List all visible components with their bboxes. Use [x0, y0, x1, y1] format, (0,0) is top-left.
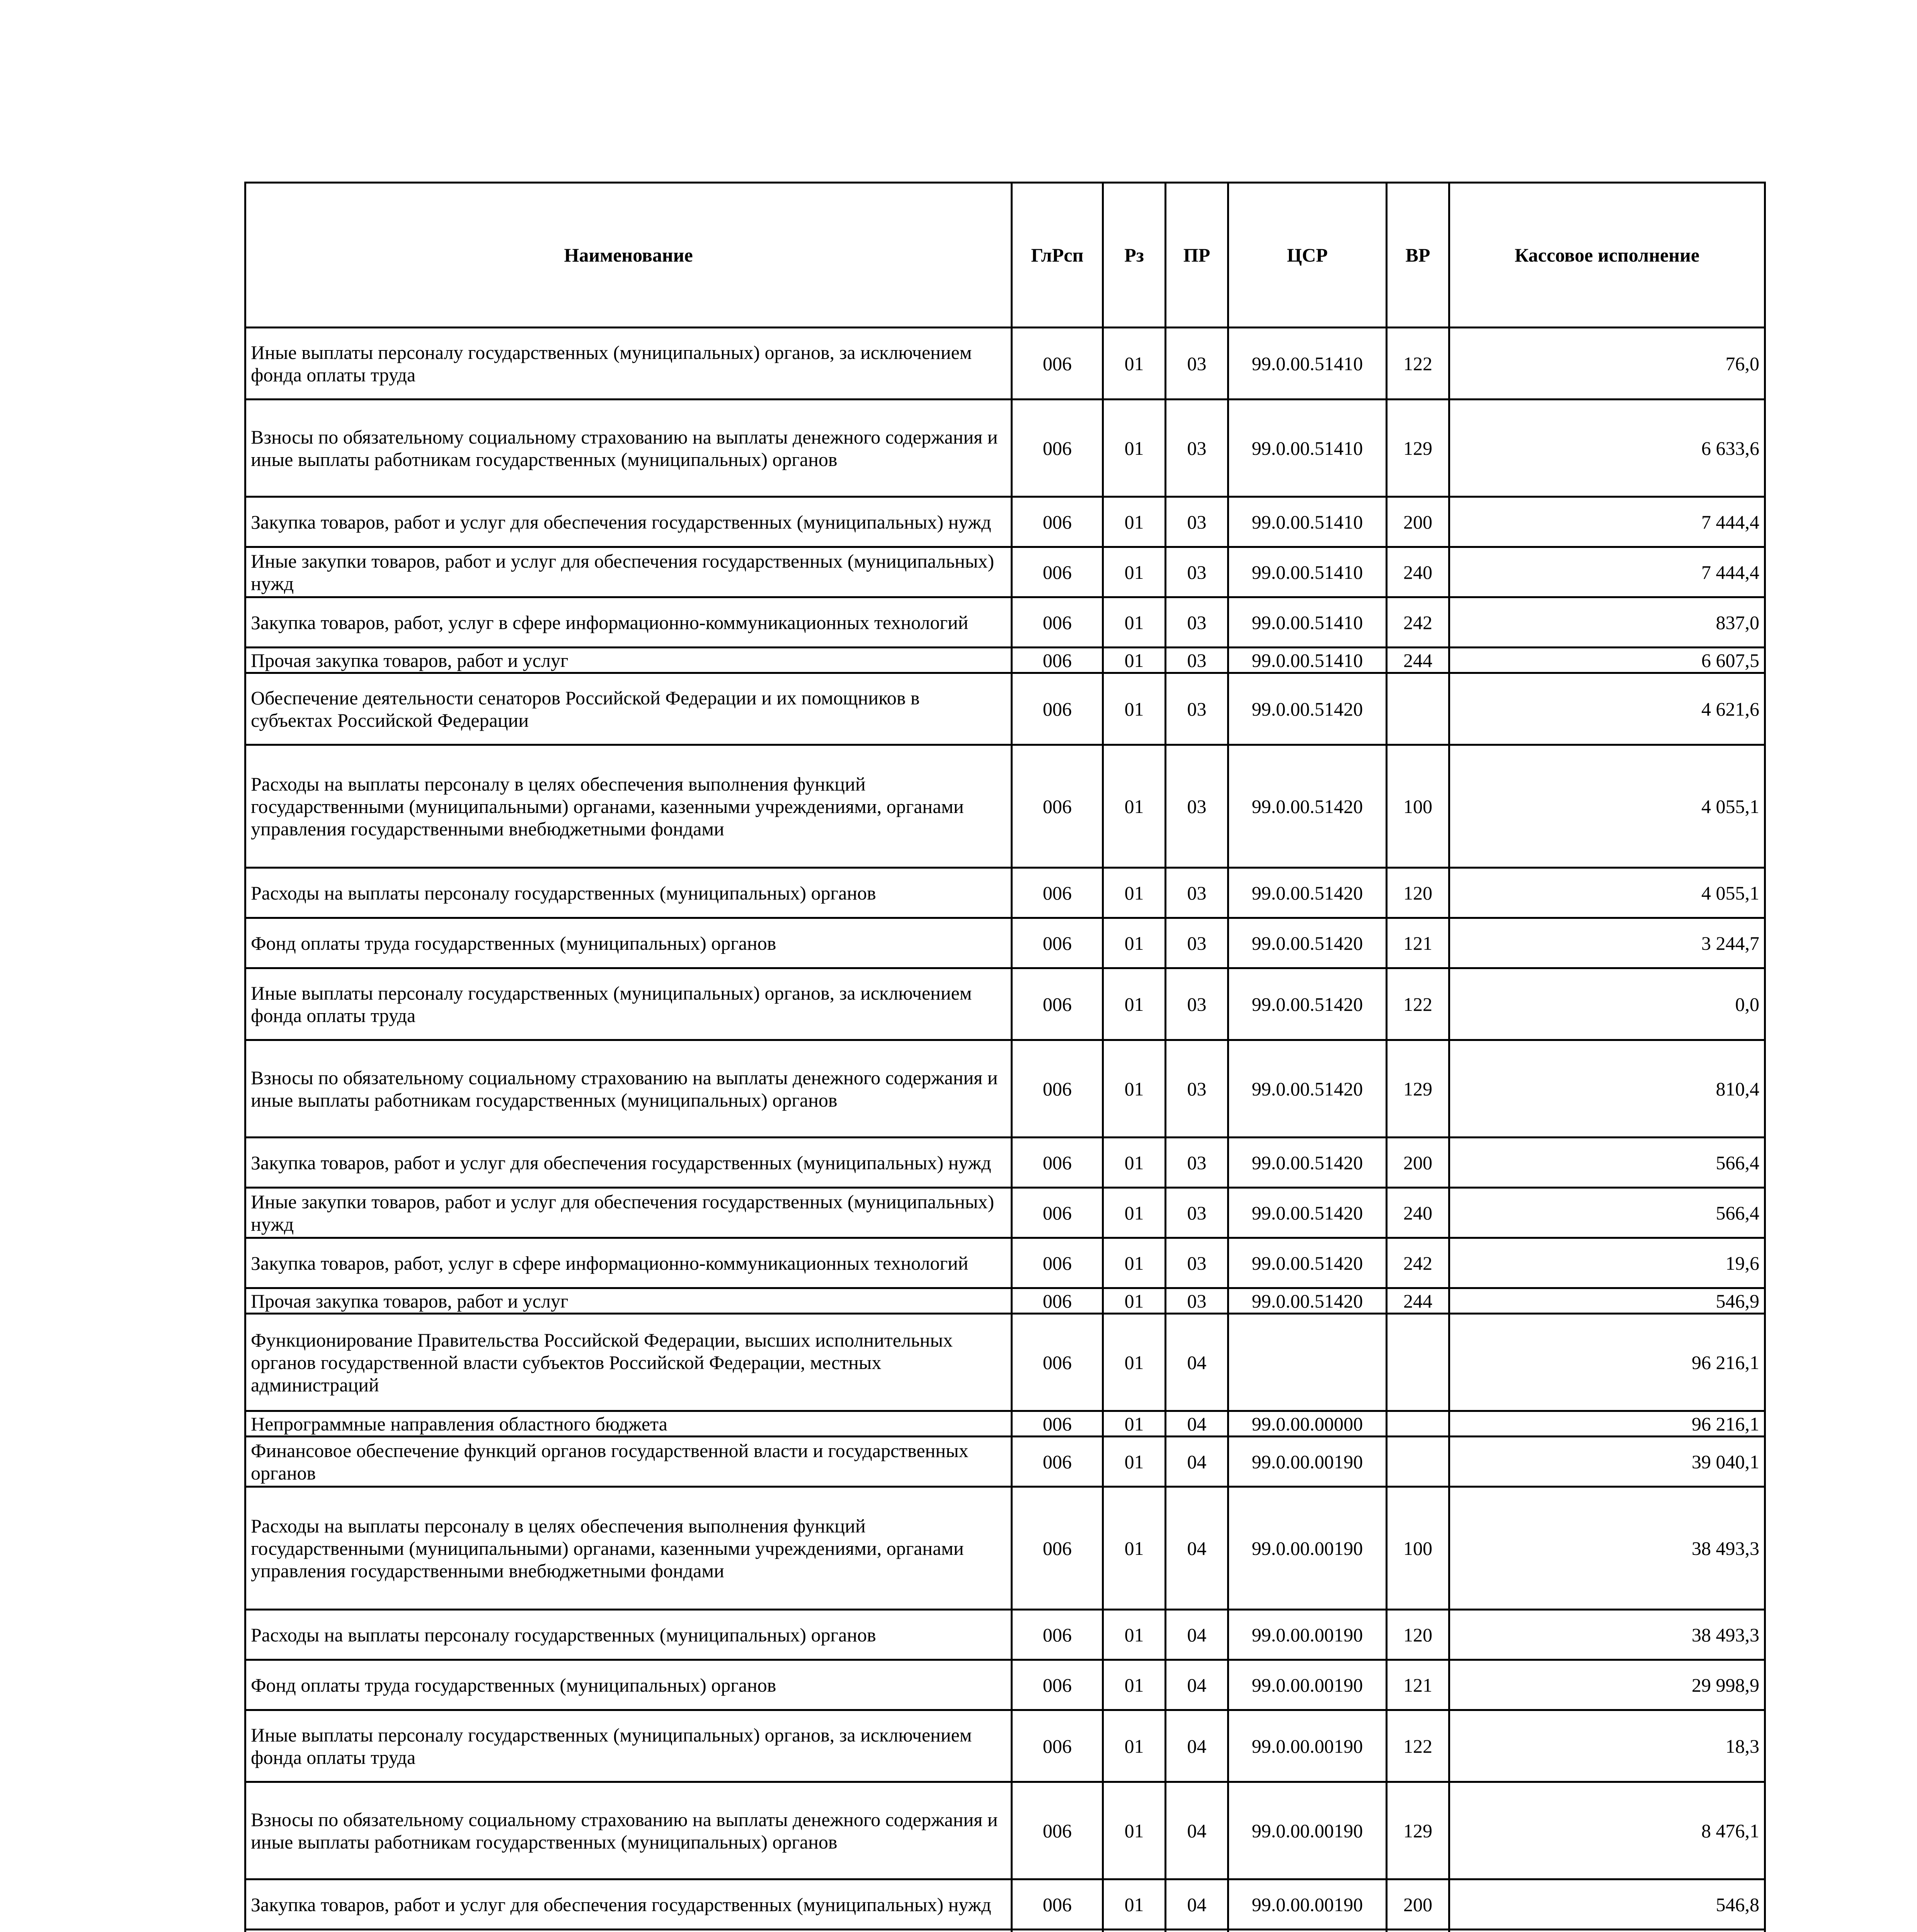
cell-glrsp: 006	[1012, 1288, 1103, 1314]
cell-pr: 03	[1166, 1138, 1228, 1188]
cell-name: Иные закупки товаров, работ и услуг для обеспечения государственных (муниципальных) нужд	[245, 1188, 1012, 1238]
cell-name: Функционирование Правительства Российской Федерации, высших исполнительных органов государственной власти субъектов Российской Федерации, местных администраций	[245, 1314, 1012, 1411]
cell-name: Закупка товаров, работ, услуг в сфере информационно-коммуникационных технологий	[245, 1238, 1012, 1288]
table-row	[245, 1782, 1765, 1879]
table-row	[245, 673, 1765, 745]
cell-pr: 04	[1166, 1411, 1228, 1437]
cell-csr: 99.0.00.00000	[1228, 1411, 1387, 1437]
cell-amount: 18,3	[1449, 1710, 1765, 1782]
cell-rz: 01	[1103, 1660, 1166, 1710]
cell-name: Иные выплаты персоналу государственных (муниципальных) органов, за исключением фонда оплаты труда	[245, 968, 1012, 1040]
cell-amount: 96 216,1	[1449, 1411, 1765, 1437]
cell-amount: 566,4	[1449, 1138, 1765, 1188]
cell-name: Прочая закупка товаров, работ и услуг	[245, 648, 1012, 673]
cell-pr: 04	[1166, 1610, 1228, 1660]
cell-vr: 244	[1387, 648, 1449, 673]
cell-vr: 240	[1387, 547, 1449, 597]
cell-csr: 99.0.00.00190	[1228, 1660, 1387, 1710]
cell-rz	[1103, 1930, 1166, 1932]
cell-rz: 01	[1103, 1188, 1166, 1238]
cell-vr: 100	[1387, 745, 1449, 868]
cell-vr	[1387, 1930, 1449, 1932]
cell-amount: 39 040,1	[1449, 1437, 1765, 1487]
cell-rz: 01	[1103, 745, 1166, 868]
cell-vr	[1387, 1314, 1449, 1411]
cell-vr: 122	[1387, 968, 1449, 1040]
cell-rz: 01	[1103, 547, 1166, 597]
cell-name: Взносы по обязательному социальному страхованию на выплаты денежного содержания и иные выплаты работникам государственных (муниципальных) органов	[245, 400, 1012, 497]
table-row	[245, 497, 1765, 547]
table-row	[245, 1437, 1765, 1487]
cell-rz: 01	[1103, 1238, 1166, 1288]
header-vr: ВР	[1387, 183, 1449, 328]
cell-csr: 99.0.00.51420	[1228, 1138, 1387, 1188]
cell-name: Расходы на выплаты персоналу государственных (муниципальных) органов	[245, 868, 1012, 918]
cell-rz: 01	[1103, 597, 1166, 648]
cell-amount: 3 244,7	[1449, 918, 1765, 968]
cell-pr: 04	[1166, 1660, 1228, 1710]
cell-vr: 200	[1387, 1138, 1449, 1188]
cell-pr: 03	[1166, 673, 1228, 745]
cell-glrsp: 006	[1012, 673, 1103, 745]
table-row	[245, 1660, 1765, 1710]
cell-glrsp: 006	[1012, 1487, 1103, 1610]
cell-csr: 99.0.00.51420	[1228, 673, 1387, 745]
cell-rz: 01	[1103, 1040, 1166, 1138]
cell-csr: 99.0.00.51410	[1228, 648, 1387, 673]
cell-csr: 99.0.00.00190	[1228, 1782, 1387, 1879]
cell-amount: 810,4	[1449, 1040, 1765, 1138]
cell-glrsp: 006	[1012, 1437, 1103, 1487]
cell-amount: 29 998,9	[1449, 1660, 1765, 1710]
cell-amount: 566,4	[1449, 1188, 1765, 1238]
cell-rz: 01	[1103, 968, 1166, 1040]
cell-csr: 99.0.00.51410	[1228, 328, 1387, 400]
cell-pr: 03	[1166, 497, 1228, 547]
cell-amount: 546,9	[1449, 1288, 1765, 1314]
cell-name: Иные выплаты персоналу государственных (муниципальных) органов, за исключением фонда оплаты труда	[245, 1710, 1012, 1782]
cell-rz: 01	[1103, 1782, 1166, 1879]
cell-vr: 122	[1387, 1710, 1449, 1782]
cell-vr: 120	[1387, 868, 1449, 918]
table-row	[245, 1879, 1765, 1930]
table-row	[245, 1188, 1765, 1238]
cell-amount: 7 444,4	[1449, 547, 1765, 597]
cell-amount: 38 493,3	[1449, 1610, 1765, 1660]
cell-vr: 240	[1387, 1188, 1449, 1238]
cell-amount: 38 493,3	[1449, 1487, 1765, 1610]
cell-csr: 99.0.00.51420	[1228, 918, 1387, 968]
cell-csr: 99.0.00.51410	[1228, 497, 1387, 547]
budget-execution-table	[244, 182, 1766, 1932]
cell-amount: 6 607,5	[1449, 648, 1765, 673]
cell-pr: 03	[1166, 1188, 1228, 1238]
cell-csr: 99.0.00.00190	[1228, 1879, 1387, 1930]
table-row	[245, 1040, 1765, 1138]
cell-rz: 01	[1103, 1138, 1166, 1188]
table-row	[245, 1710, 1765, 1782]
cell-rz: 01	[1103, 1610, 1166, 1660]
cell-rz: 01	[1103, 328, 1166, 400]
cell-pr: 03	[1166, 400, 1228, 497]
table-row	[245, 1138, 1765, 1188]
cell-vr: 242	[1387, 1238, 1449, 1288]
cell-glrsp: 006	[1012, 1610, 1103, 1660]
cell-pr	[1166, 1930, 1228, 1932]
cell-name: Взносы по обязательному социальному страхованию на выплаты денежного содержания и иные выплаты работникам государственных (муниципальных) органов	[245, 1040, 1012, 1138]
cell-rz: 01	[1103, 497, 1166, 547]
cell-name: Фонд оплаты труда государственных (муниципальных) органов	[245, 1660, 1012, 1710]
cell-glrsp: 006	[1012, 1238, 1103, 1288]
cell-pr: 03	[1166, 745, 1228, 868]
cell-name: Финансовое обеспечение функций органов государственной власти и государственных органов	[245, 1437, 1012, 1487]
cell-vr: 129	[1387, 400, 1449, 497]
cell-amount: 6 633,6	[1449, 400, 1765, 497]
table-body	[245, 328, 1765, 1932]
header-rz: Рз	[1103, 183, 1166, 328]
cell-name: Иные закупки товаров, работ и услуг для обеспечения государственных (муниципальных) нужд	[245, 547, 1012, 597]
cell-name: Прочая закупка товаров, работ и услуг	[245, 1288, 1012, 1314]
cell-csr: 99.0.00.51410	[1228, 597, 1387, 648]
cell-glrsp: 006	[1012, 648, 1103, 673]
table-row	[245, 547, 1765, 597]
header-glrsp: ГлРсп	[1012, 183, 1103, 328]
cell-amount: 8 476,1	[1449, 1782, 1765, 1879]
cell-glrsp	[1012, 1930, 1103, 1932]
cell-csr: 99.0.00.51420	[1228, 1288, 1387, 1314]
cell-vr	[1387, 673, 1449, 745]
cell-pr: 04	[1166, 1879, 1228, 1930]
cell-name: Расходы на выплаты персоналу в целях обеспечения выполнения функций государственными (муниципальными) органами, казенными учреждениями, органами управления государственными внебюджетными фондами	[245, 1487, 1012, 1610]
cell-rz: 01	[1103, 1487, 1166, 1610]
cell-glrsp: 006	[1012, 1879, 1103, 1930]
cell-pr: 03	[1166, 968, 1228, 1040]
cell-csr: 99.0.00.00190	[1228, 1437, 1387, 1487]
cell-pr: 04	[1166, 1487, 1228, 1610]
table-row	[245, 918, 1765, 968]
cell-glrsp: 006	[1012, 1411, 1103, 1437]
cell-rz: 01	[1103, 673, 1166, 745]
cell-pr: 04	[1166, 1437, 1228, 1487]
cell-name: Фонд оплаты труда государственных (муниципальных) органов	[245, 918, 1012, 968]
cell-amount: 4 055,1	[1449, 868, 1765, 918]
cell-amount: 76,0	[1449, 328, 1765, 400]
cell-glrsp: 006	[1012, 1710, 1103, 1782]
cell-vr: 121	[1387, 918, 1449, 968]
cell-rz: 01	[1103, 1879, 1166, 1930]
cell-pr: 03	[1166, 328, 1228, 400]
cell-amount: 837,0	[1449, 597, 1765, 648]
cell-csr: 99.0.00.00190	[1228, 1610, 1387, 1660]
cell-pr: 03	[1166, 1288, 1228, 1314]
cell-csr: 99.0.00.51420	[1228, 1040, 1387, 1138]
cell-vr: 129	[1387, 1782, 1449, 1879]
table-row	[245, 1314, 1765, 1411]
cell-name: Обеспечение деятельности сенаторов Российской Федерации и их помощников в субъектах Российской Федерации	[245, 673, 1012, 745]
cell-glrsp: 006	[1012, 1138, 1103, 1188]
cell-glrsp: 006	[1012, 328, 1103, 400]
cell-glrsp: 006	[1012, 597, 1103, 648]
cell-pr: 03	[1166, 1238, 1228, 1288]
table-row	[245, 648, 1765, 673]
cell-csr: 99.0.00.51410	[1228, 547, 1387, 597]
cell-amount: 96 216,1	[1449, 1314, 1765, 1411]
cell-glrsp: 006	[1012, 745, 1103, 868]
cell-rz: 01	[1103, 648, 1166, 673]
cell-vr: 100	[1387, 1487, 1449, 1610]
cell-csr: 99.0.00.00190	[1228, 1710, 1387, 1782]
cell-vr: 200	[1387, 497, 1449, 547]
header-pr: ПР	[1166, 183, 1228, 328]
table-row	[245, 400, 1765, 497]
cell-amount: 546,8	[1449, 1879, 1765, 1930]
cell-vr: 129	[1387, 1040, 1449, 1138]
cell-glrsp: 006	[1012, 1782, 1103, 1879]
cell-glrsp: 006	[1012, 918, 1103, 968]
table-row	[245, 1238, 1765, 1288]
cell-glrsp: 006	[1012, 1314, 1103, 1411]
cell-amount: 4 621,6	[1449, 673, 1765, 745]
cell-name: Расходы на выплаты персоналу в целях обеспечения выполнения функций государственными (муниципальными) органами, казенными учреждениями, органами управления государственными внебюджетными фондами	[245, 745, 1012, 868]
cell-csr	[1228, 1314, 1387, 1411]
cell-csr: 99.0.00.51420	[1228, 1188, 1387, 1238]
cell-rz: 01	[1103, 918, 1166, 968]
cell-vr: 244	[1387, 1288, 1449, 1314]
table-header-row	[245, 183, 1765, 328]
cell-pr: 03	[1166, 918, 1228, 968]
cell-csr: 99.0.00.51420	[1228, 745, 1387, 868]
cell-name: Закупка товаров, работ и услуг для обеспечения государственных (муниципальных) нужд	[245, 497, 1012, 547]
cell-glrsp: 006	[1012, 1660, 1103, 1710]
table-row	[245, 328, 1765, 400]
header-amount: Кассовое исполнение	[1449, 183, 1765, 328]
cell-name: Взносы по обязательному социальному страхованию на выплаты денежного содержания и иные выплаты работникам государственных (муниципальных) органов	[245, 1782, 1012, 1879]
cell-glrsp: 006	[1012, 400, 1103, 497]
table-row	[245, 968, 1765, 1040]
cell-pr: 03	[1166, 648, 1228, 673]
cell-rz: 01	[1103, 1437, 1166, 1487]
cell-rz: 01	[1103, 1314, 1166, 1411]
cell-vr: 121	[1387, 1660, 1449, 1710]
cell-glrsp: 006	[1012, 968, 1103, 1040]
cell-csr: 99.0.00.00190	[1228, 1487, 1387, 1610]
table-row	[245, 1930, 1765, 1932]
table-row	[245, 745, 1765, 868]
cell-name: Непрограммные направления областного бюджета	[245, 1411, 1012, 1437]
cell-rz: 01	[1103, 868, 1166, 918]
cell-vr: 122	[1387, 328, 1449, 400]
table-row	[245, 1487, 1765, 1610]
cell-amount: 19,6	[1449, 1238, 1765, 1288]
cell-vr: 200	[1387, 1879, 1449, 1930]
cell-pr: 03	[1166, 1040, 1228, 1138]
cell-name	[245, 1930, 1012, 1932]
cell-amount	[1449, 1930, 1765, 1932]
cell-vr: 242	[1387, 597, 1449, 648]
header-csr: ЦСР	[1228, 183, 1387, 328]
cell-pr: 03	[1166, 547, 1228, 597]
cell-pr: 04	[1166, 1710, 1228, 1782]
cell-csr: 99.0.00.51420	[1228, 968, 1387, 1040]
table-row	[245, 868, 1765, 918]
cell-pr: 03	[1166, 597, 1228, 648]
cell-csr: 99.0.00.51410	[1228, 400, 1387, 497]
cell-name: Расходы на выплаты персоналу государственных (муниципальных) органов	[245, 1610, 1012, 1660]
cell-name: Закупка товаров, работ, услуг в сфере информационно-коммуникационных технологий	[245, 597, 1012, 648]
cell-rz: 01	[1103, 1411, 1166, 1437]
cell-csr: 99.0.00.51420	[1228, 1238, 1387, 1288]
cell-vr	[1387, 1437, 1449, 1487]
table-row	[245, 1411, 1765, 1437]
table-row	[245, 597, 1765, 648]
cell-name: Закупка товаров, работ и услуг для обеспечения государственных (муниципальных) нужд	[245, 1879, 1012, 1930]
cell-pr: 04	[1166, 1314, 1228, 1411]
cell-amount: 0,0	[1449, 968, 1765, 1040]
cell-name: Иные выплаты персоналу государственных (муниципальных) органов, за исключением фонда оплаты труда	[245, 328, 1012, 400]
cell-glrsp: 006	[1012, 868, 1103, 918]
table-row	[245, 1288, 1765, 1314]
cell-rz: 01	[1103, 1288, 1166, 1314]
cell-vr: 120	[1387, 1610, 1449, 1660]
cell-glrsp: 006	[1012, 1188, 1103, 1238]
cell-glrsp: 006	[1012, 497, 1103, 547]
cell-amount: 7 444,4	[1449, 497, 1765, 547]
cell-amount: 4 055,1	[1449, 745, 1765, 868]
cell-pr: 03	[1166, 868, 1228, 918]
cell-glrsp: 006	[1012, 547, 1103, 597]
cell-rz: 01	[1103, 400, 1166, 497]
cell-glrsp: 006	[1012, 1040, 1103, 1138]
cell-csr: 99.0.00.51420	[1228, 868, 1387, 918]
cell-vr	[1387, 1411, 1449, 1437]
table-row	[245, 1610, 1765, 1660]
cell-csr	[1228, 1930, 1387, 1932]
cell-rz: 01	[1103, 1710, 1166, 1782]
cell-pr: 04	[1166, 1782, 1228, 1879]
cell-name: Закупка товаров, работ и услуг для обеспечения государственных (муниципальных) нужд	[245, 1138, 1012, 1188]
header-name: Наименование	[245, 183, 1012, 328]
